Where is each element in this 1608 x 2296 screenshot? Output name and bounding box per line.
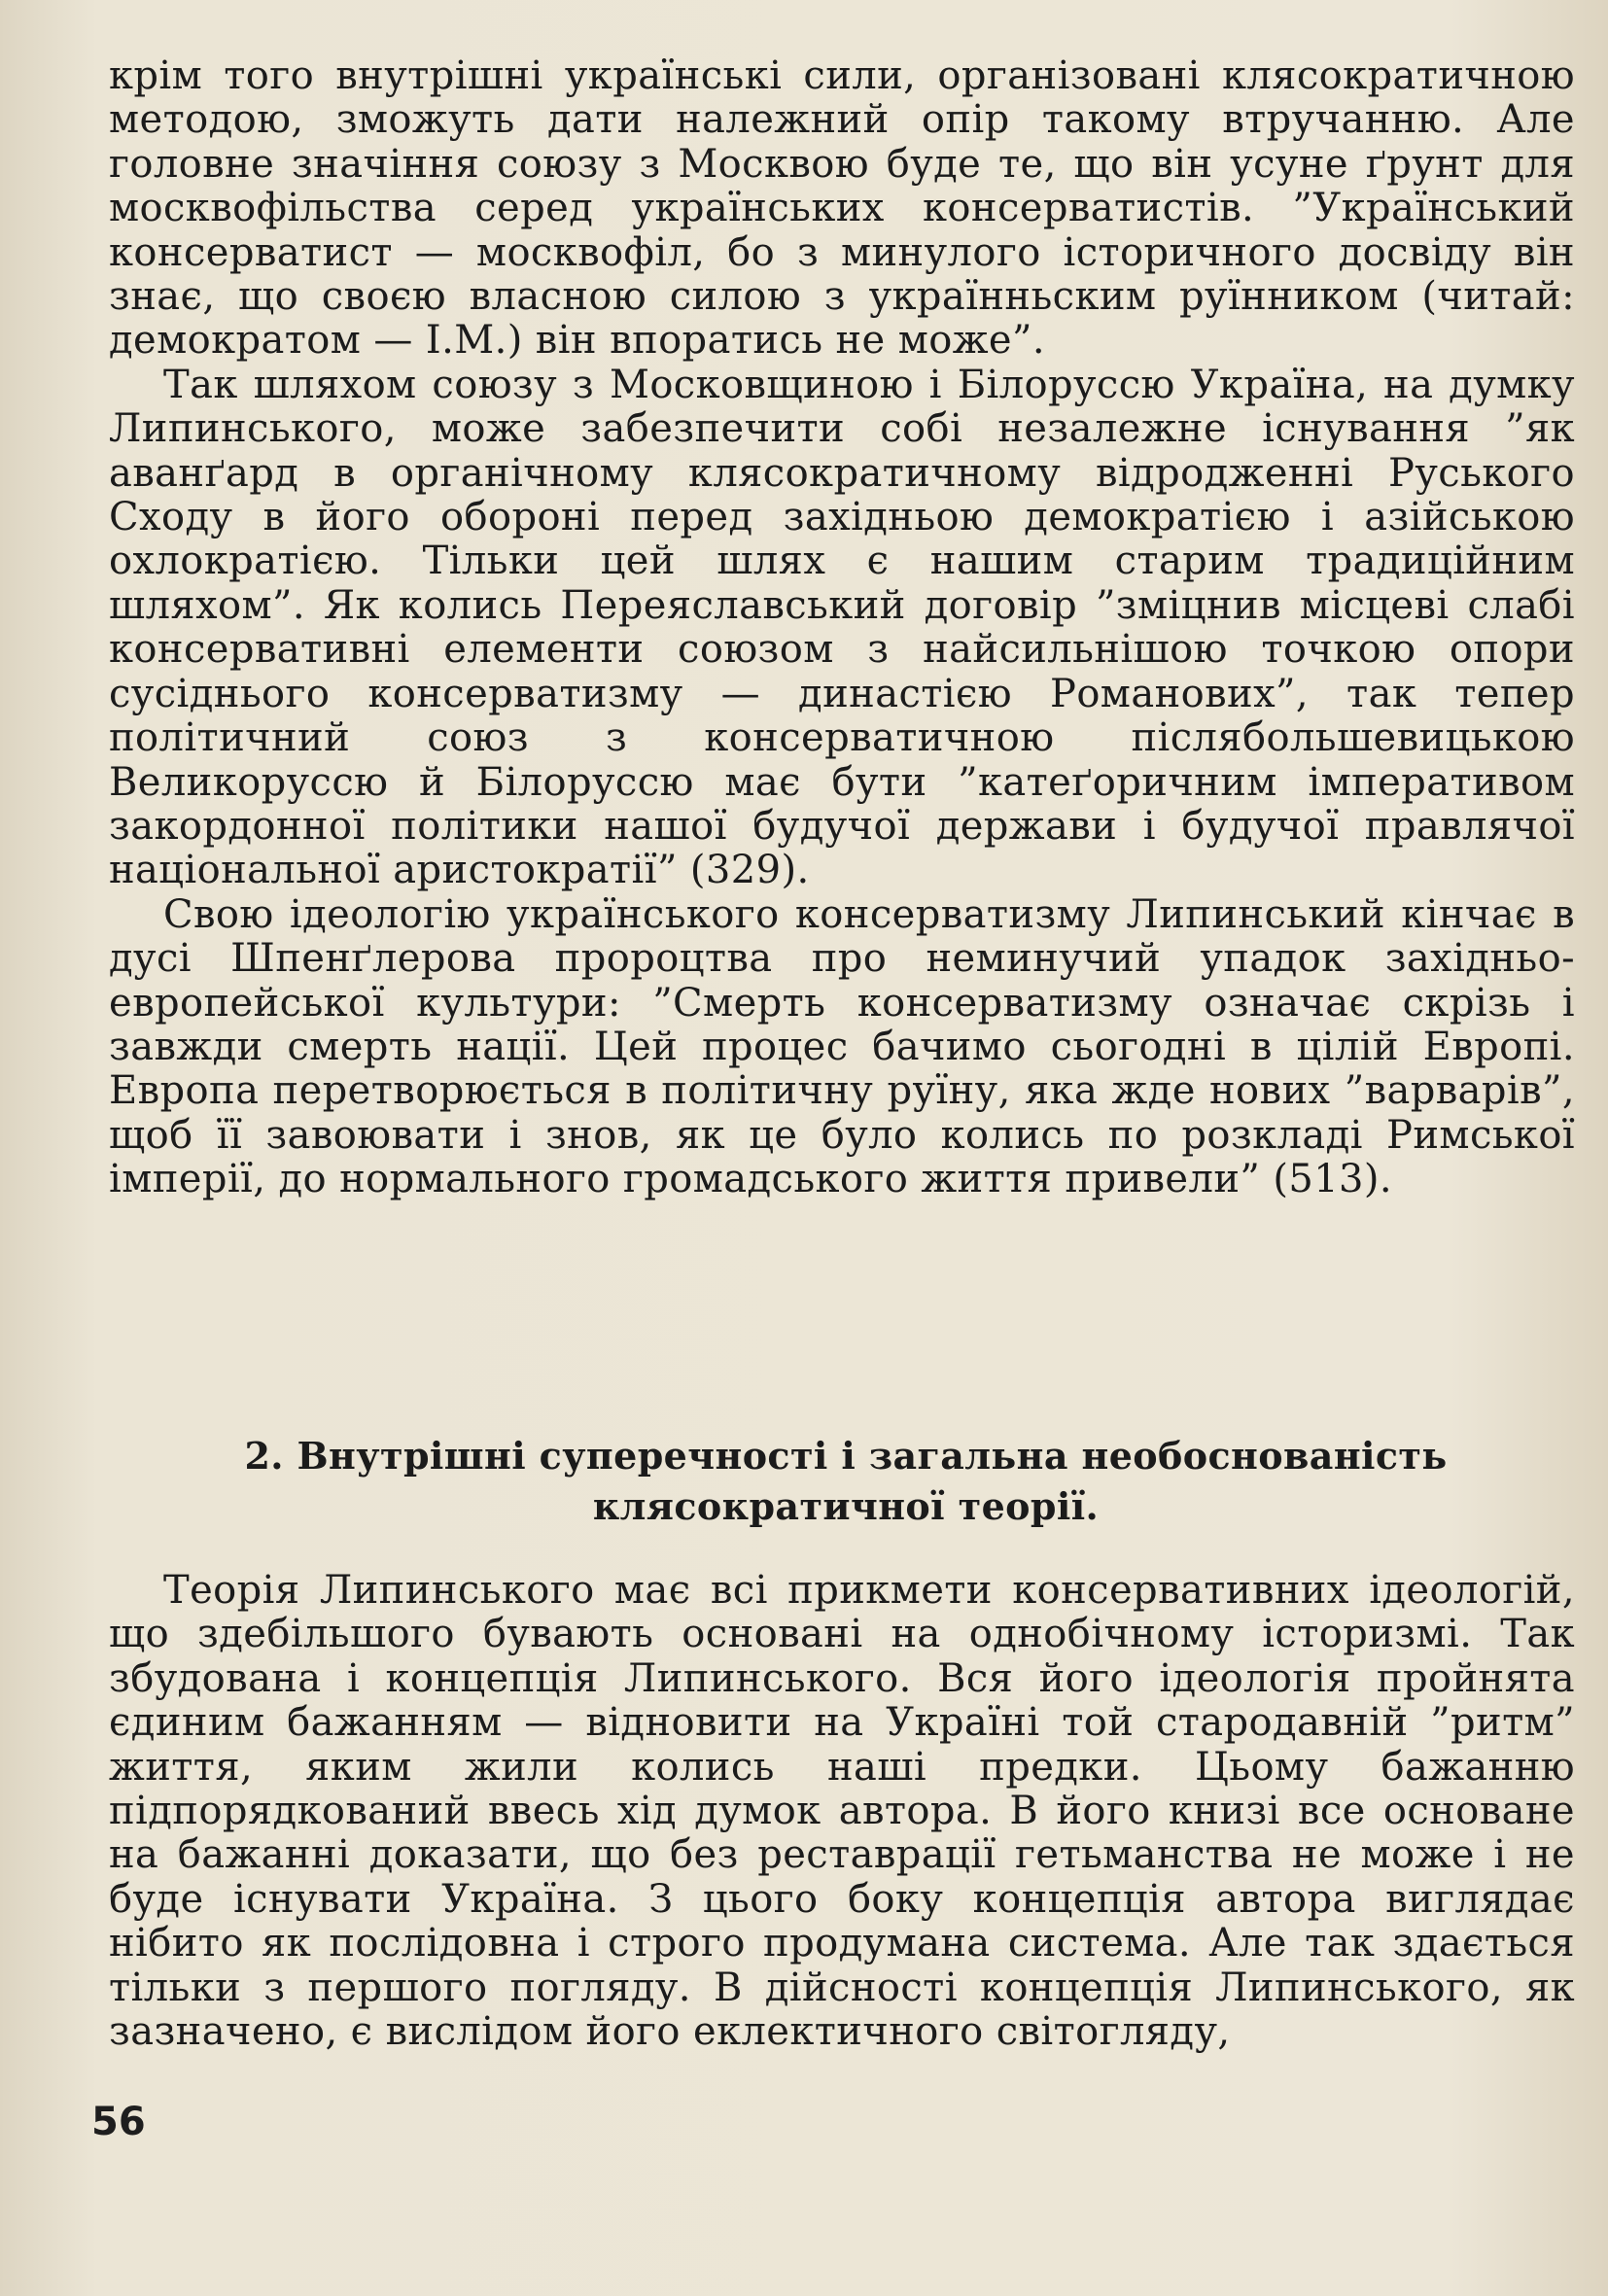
section-heading-line-1: 2. Внутрішні суперечності і загальна необоснованість (244, 1434, 1448, 1478)
paragraph-theory: Теорія Липинського має всі прикмети консервативних ідеологій, що здебільшого бувають основані на однобічному історизмі. Так збудована і концепція Липинського. Вся його ідеологія пройнята єдиним бажанням — відновити на Україні той стародавній ”ритм” життя, яким жили колись наші предки. Цьому бажанню підпорядкований ввесь хід думок автора. В його книзі все основане на бажанні доказати, що без реставрації гетьманства не може і не буде існувати Україна. З цього боку концепція автора виглядає нібито як послідовна і строго продумана система. Але так здається тільки з першого погляду. В дійсності концепція Липинського, як зазначено, є вислідом його еклектичного світогляду, (109, 1568, 1575, 2055)
page-number: 56 (91, 2100, 146, 2144)
section-heading-line-2: клясократичної теорії. (592, 1484, 1100, 1528)
paragraph-lipinsky-union: Так шляхом союзу з Московщиною і Білоруссю Україна, на думку Липинського, може забезпечити собі незалежне існування ”як аванґард в органічному клясократичному відродженні Руського Сходу в його обороні перед західньою демократією і азійською охлократією. Тільки цей шлях є нашим старим традиційним шляхом”. Як колись Переяславський договір ”зміцнив місцеві слабі консервативні елементи союзом з найсильнішою точкою опори сусіднього консерватизму — династією Романових”, так тепер політичний союз з консерватичною післябольшевицькою Великоруссю й Білоруссю має бути ”катеґоричним імперативом закордонної політики нашої будучої держави і будучої правлячої національної аристократії” (329). (109, 362, 1575, 893)
body-text-section-2 (109, 1569, 1575, 2054)
paragraph-continuation: крім того внутрішні українські сили, організовані клясократичною методою, зможуть дати належний опір такому втручанню. Але головне значіння союзу з Москвою буде те, що він усуне ґрунт для москвофільства серед українських консерватистів. ”Український консерватист — москвофіл, бо з минулого історичного досвіду він знає, що своєю власною силою з українньским руїнником (читай: демократом — І.М.) він впоратись не може”. (109, 53, 1575, 364)
body-text-section-1 (109, 54, 1575, 1202)
section-heading (146, 1431, 1546, 1532)
paragraph-spengler: Свою ідеологію українського консерватизму Липинський кінчає в дусі Шпенґлерова пророцтва про неминучий упадок західньо-европейської культури: ”Смерть консерватизму означає скрізь і завжди смерть нації. Цей процес бачимо сьогодні в цілій Европі. Европа перетворюється в політичну руїну, яка жде нових ”варварів”, щоб її завоювати і знов, як це було колись по розкладі Римської імперії, до нормального громадського життя привели” (513). (109, 891, 1575, 1202)
